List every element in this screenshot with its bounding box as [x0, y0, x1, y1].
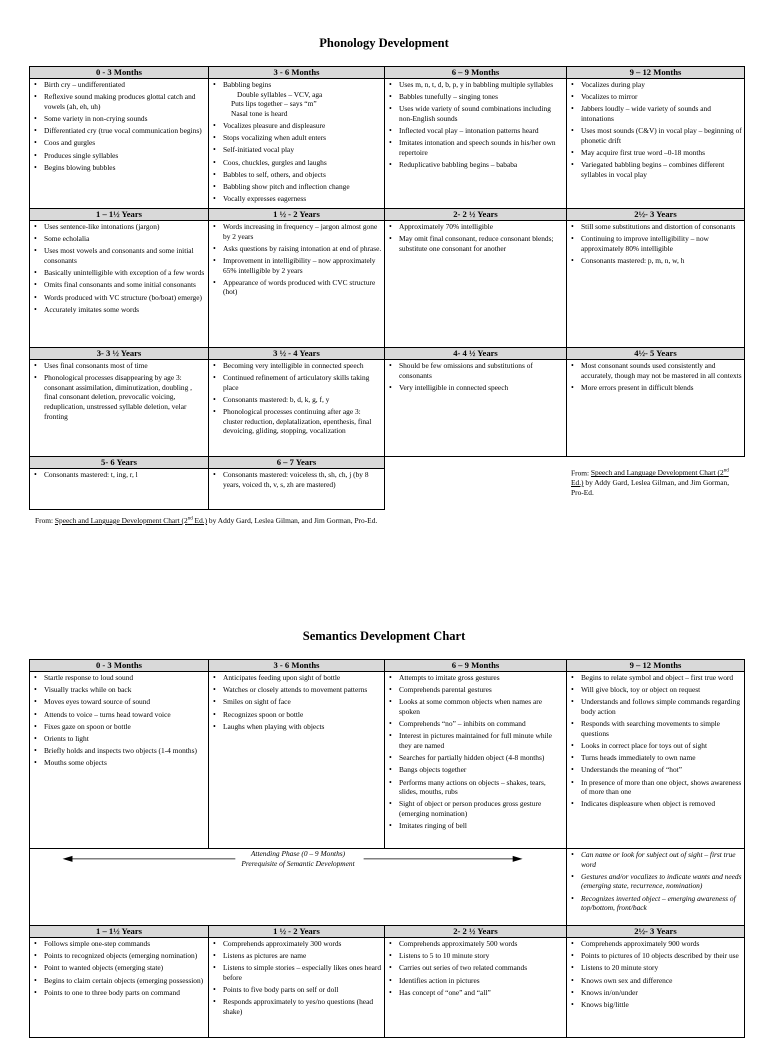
- semantics-phase-row: [30, 849, 745, 926]
- milestone-list: [569, 361, 742, 392]
- list-item: • Reflexive sound making produces glottal catch and vowels (ah, eh, uh): [44, 92, 206, 111]
- source-rest: by Addy Gard, Leslea Gilman, and Jim Gorman, Pro-Ed.: [207, 516, 378, 525]
- list-item-text: Babbling begins: [223, 80, 272, 89]
- list-item: • Looks at some common objects when names are spoken: [399, 697, 564, 716]
- semantics-header-row-2: [30, 926, 745, 938]
- list-item: • Phonological processes disappearing by age 3: consonant assimilation, diminutization, doubling , final consonant deletion, prevocalic voicing, reduplication, unstressed syllable deletion, velar fronting: [44, 373, 206, 421]
- column-header: 3- 3 ½ Years: [30, 348, 209, 360]
- column-header: 3 ½ - 4 Years: [209, 348, 385, 360]
- list-item: • Orients to light: [44, 734, 206, 744]
- list-item: • Points to recognized objects (emerging nomination): [44, 951, 206, 961]
- milestone-list: [211, 939, 382, 1017]
- list-item: • Attends to voice – turns head toward voice: [44, 710, 206, 720]
- column-header: 3 - 6 Months: [209, 67, 385, 79]
- phonology-header-row-2: [30, 209, 745, 221]
- milestone-list: [211, 121, 382, 204]
- list-item: • Carries out series of two related commands: [399, 963, 564, 973]
- list-item: • Uses final consonants most of time: [44, 361, 206, 371]
- milestone-list: [32, 361, 206, 421]
- list-item: • Becoming very intelligible in connected speech: [223, 361, 382, 371]
- list-subitem: Puts lips together – says “m”: [231, 99, 317, 109]
- list-item: • Self-initiated vocal play: [223, 145, 382, 155]
- list-item: • Startle response to loud sound: [44, 673, 206, 683]
- list-item: • Accurately imitates some words: [44, 305, 206, 315]
- list-item: • Babbles to self, others, and objects: [223, 170, 382, 180]
- list-item: • In presence of more than one object, shows awareness of more than one: [581, 778, 742, 797]
- milestone-list: [569, 80, 742, 179]
- list-item: • Sight of object or person produces gross gesture (emerging nomination): [399, 799, 564, 818]
- list-item: • Uses wide variety of sound combinations including non-English sounds: [399, 104, 564, 123]
- milestone-list: [387, 222, 564, 253]
- list-item: • Comprehends approximately 900 words: [581, 939, 742, 949]
- list-item: • Moves eyes toward source of sound: [44, 697, 206, 707]
- milestone-cell: [30, 938, 209, 1038]
- list-item: • Vocalizes pleasure and displeasure: [223, 121, 382, 131]
- milestone-cell: [567, 849, 745, 926]
- list-item: • Begins blowing bubbles: [44, 163, 206, 173]
- list-item: • Phonological processes continuing after age 3: cluster reduction, deplatalization, epenthesis, final devoicing, gliding, stopping, vocalization: [223, 407, 382, 436]
- phonology-title: Phonology Development: [319, 36, 449, 50]
- list-item: • Stops vocalizing when adult enters: [223, 133, 382, 143]
- list-item: • Asks questions by raising intonation at end of phrase.: [223, 244, 382, 254]
- column-header: 6 – 9 Months: [385, 67, 567, 79]
- list-item: • Uses most vowels and consonants and some initial consonants: [44, 246, 206, 265]
- list-item: • Birth cry – undifferentiated: [44, 80, 206, 90]
- milestone-cell: [385, 221, 567, 348]
- list-item: • Watches or closely attends to movement patterns: [223, 685, 382, 695]
- list-item: • Most consonant sounds used consistently and accurately, though may not be mastered in all contexts: [581, 361, 742, 380]
- milestone-list: [569, 673, 742, 809]
- column-header: 3 - 6 Months: [209, 660, 385, 672]
- list-item: • Uses sentence-like intonations (jargon): [44, 222, 206, 232]
- milestone-list: [387, 673, 564, 831]
- list-item: • Recognizes inverted object – emerging awareness of top/bottom, front/back: [581, 894, 742, 913]
- phonology-header-row-4: [30, 457, 745, 469]
- list-item: • Continued refinement of articulatory skills taking place: [223, 373, 382, 392]
- milestone-list: [32, 673, 206, 768]
- milestone-cell: [30, 360, 209, 457]
- list-item: • Vocalizes during play: [581, 80, 742, 90]
- list-item: • Basically unintelligible with exception of a few words: [44, 268, 206, 278]
- source-title-ed: Ed.): [192, 516, 208, 525]
- source-title-text: Speech and Language Development Chart (2: [54, 516, 188, 525]
- list-item: • Begins to claim certain objects (emerging possession): [44, 976, 206, 986]
- column-header: 0 - 3 Months: [30, 660, 209, 672]
- list-item: • Babbling show pitch and inflection change: [223, 182, 382, 192]
- list-item: • Smiles on sight of face: [223, 697, 382, 707]
- list-item: • Interest in pictures maintained for full minute while they are named: [399, 731, 564, 750]
- list-item: • Omits final consonants and some initial consonants: [44, 280, 206, 290]
- list-item: • Bangs objects together: [399, 765, 564, 775]
- list-item: • Listens to simple stories – especially likes ones heard before: [223, 963, 382, 982]
- milestone-cell: [567, 79, 745, 209]
- source-title: [55, 516, 207, 525]
- list-item: • Can name or look for subject out of sight – first true word: [581, 850, 742, 869]
- list-item: • Appearance of words produced with CVC structure (hot): [223, 278, 382, 297]
- column-header: 4½- 5 Years: [567, 348, 745, 360]
- column-header: 1 – 1½ Years: [30, 926, 209, 938]
- milestone-list: [32, 222, 206, 314]
- list-item: • Vocally expresses eagerness: [223, 194, 382, 204]
- milestone-list: [387, 80, 564, 170]
- column-header: 1 – 1½ Years: [30, 209, 209, 221]
- list-item: • Follows simple one-step commands: [44, 939, 206, 949]
- source-title-sup: nd: [723, 469, 729, 474]
- milestone-cell: [30, 79, 209, 209]
- milestone-list: [32, 80, 206, 172]
- source-label: From:: [571, 468, 591, 478]
- list-item: • Listens to 20 minute story: [581, 963, 742, 973]
- list-item: • Inflected vocal play – intonation patterns heard: [399, 126, 564, 136]
- milestone-cell: [567, 221, 745, 348]
- list-item: • Some variety in non-crying sounds: [44, 114, 206, 124]
- column-header: 0 - 3 Months: [30, 67, 209, 79]
- list-item: • Identifies action in pictures: [399, 976, 564, 986]
- milestone-cell: [30, 221, 209, 348]
- list-subitem: Double syllables – VCV, aga: [237, 89, 323, 99]
- list-item: • Words increasing in frequency – jargon almost gone by 2 years: [223, 222, 382, 241]
- list-item: • Will give block, toy or object on request: [581, 685, 742, 695]
- source-title-text: Speech and Language Development Chart (2: [590, 468, 724, 478]
- list-item: • Improvement in intelligibility – now approximately 65% intelligible by 2 years: [223, 256, 382, 275]
- list-item: • Comprehends parental gestures: [399, 685, 564, 695]
- milestone-list: [387, 361, 564, 392]
- list-item: • Fixes gaze on spoon or bottle: [44, 722, 206, 732]
- list-item: • Knows own sex and difference: [581, 976, 742, 986]
- phonology-header-row-1: [30, 67, 745, 79]
- list-item: • May acquire first true word –0-18 months: [581, 148, 742, 158]
- list-item: • Produces single syllables: [44, 151, 206, 161]
- list-item: • Understands the meaning of “hot”: [581, 765, 742, 775]
- milestone-cell: [209, 938, 385, 1038]
- list-item: • Looks in correct place for toys out of sight: [581, 741, 742, 751]
- list-item: • More errors present in difficult blends: [581, 383, 742, 393]
- source-title-sup: nd: [187, 516, 193, 522]
- list-item: • Coos and gurgles: [44, 138, 206, 148]
- list-item: • Responds with searching movements to simple questions: [581, 719, 742, 738]
- list-item: • Briefly holds and inspects two objects (1-4 months): [44, 746, 206, 756]
- list-item: • Jabbers loudly – wide variety of sounds and intonations: [581, 104, 742, 123]
- list-item: • Understands and follows simple commands regarding body action: [581, 697, 742, 716]
- list-item: • Comprehends approximately 300 words: [223, 939, 382, 949]
- list-item: • Indicates displeasure when object is removed: [581, 799, 742, 809]
- list-item: • Points to pictures of 10 objects described by their use: [581, 951, 742, 961]
- empty-cell: [385, 457, 745, 510]
- source-note: [571, 457, 743, 497]
- milestone-list: [211, 470, 382, 489]
- list-item: • Consonants mastered: t, ing, r, l: [44, 470, 206, 480]
- list-item: • Has concept of “one” and “all”: [399, 988, 564, 998]
- attending-phase-label: [32, 849, 564, 868]
- column-header: 2½- 3 Years: [567, 926, 745, 938]
- list-item: • Anticipates feeding upon sight of bottle: [223, 673, 382, 683]
- list-item: • Points to one to three body parts on command: [44, 988, 206, 998]
- list-item: • Reduplicative babbling begins – bababa: [399, 160, 564, 170]
- semantics-header-row-1: [30, 660, 745, 672]
- list-item: • Comprehends “no” – inhibits on command: [399, 719, 564, 729]
- list-item: • Coos, chuckles, gurgles and laughs: [223, 158, 382, 168]
- list-item: • Words produced with VC structure (bo/boat) emerge): [44, 293, 206, 303]
- milestone-cell: [209, 360, 385, 457]
- milestone-list: [387, 939, 564, 997]
- list-item: • Turns heads immediately to own name: [581, 753, 742, 763]
- attending-phase-cell: [30, 849, 567, 926]
- list-item: • Some echolalia: [44, 234, 206, 244]
- milestone-cell: [209, 221, 385, 348]
- column-header: 1 ½ - 2 Years: [209, 209, 385, 221]
- milestone-cell: [209, 469, 385, 510]
- column-header: 9 – 12 Months: [567, 660, 745, 672]
- list-item: • Uses m, n, t, d, b, p, y in babbling multiple syllables: [399, 80, 564, 90]
- list-item: • Imitates intonation and speech sounds in his/her own repertoire: [399, 138, 564, 157]
- list-item: • Comprehends approximately 500 words: [399, 939, 564, 949]
- list-item: • Variegated babbling begins – combines different syllables in vocal play: [581, 160, 742, 179]
- milestone-cell: [385, 938, 567, 1038]
- list-item: • Imitates ringing of bell: [399, 821, 564, 831]
- milestone-cell: [567, 938, 745, 1038]
- milestone-list: [569, 939, 742, 1010]
- list-item: • Attempts to imitate gross gestures: [399, 673, 564, 683]
- semantics-table: [29, 659, 745, 1038]
- list-item: • Knows in/on/under: [581, 988, 742, 998]
- milestone-cell: [385, 672, 567, 849]
- list-item: • Continuing to improve intelligibility – now approximately 80% intelligible: [581, 234, 742, 253]
- milestone-cell: [30, 469, 209, 510]
- list-item: • Responds approximately to yes/no questions (head shake): [223, 997, 382, 1016]
- list-item: • Approximately 70% intelligible: [399, 222, 564, 232]
- list-item: • Consonants mastered: b, d, k, g, f, y: [223, 395, 382, 405]
- phonology-header-row-3: [30, 348, 745, 360]
- column-header: 6 – 9 Months: [385, 660, 567, 672]
- list-item: • Differentiated cry (true vocal communication begins): [44, 126, 206, 136]
- milestone-list: [32, 470, 206, 480]
- semantics-content-row-1: [30, 672, 745, 849]
- source-title-ed: Ed.): [571, 478, 584, 488]
- phonology-content-row-2: [30, 221, 745, 348]
- list-item: • Consonants mastered: p, m, n, w, h: [581, 256, 742, 266]
- column-header: 5- 6 Years: [30, 457, 209, 469]
- list-item: • Uses most sounds (C&V) in vocal play – beginning of phonetic drift: [581, 126, 742, 145]
- phonology-footer-source: [35, 516, 377, 525]
- list-item: • Consonants mastered: voiceless th, sh, ch, j (by 8 years, voiced th, v, s, zh are mastered): [223, 470, 382, 489]
- list-item: • Gestures and/or vocalizes to indicate wants and needs (emerging state, recurrence, nomination): [581, 872, 742, 891]
- milestone-cell: [209, 672, 385, 849]
- semantics-content-row-2: [30, 938, 745, 1038]
- list-item: • Still some substitutions and distortion of consonants: [581, 222, 742, 232]
- phase-line-1: Attending Phase (0 – 9 Months): [250, 849, 346, 858]
- milestone-cell: [385, 79, 567, 209]
- list-item: • Searches for partially hidden object (4-8 months): [399, 753, 564, 763]
- milestone-cell: [209, 79, 385, 209]
- list-item: • Vocalizes to mirror: [581, 92, 742, 102]
- column-header: 2- 2 ½ Years: [385, 209, 567, 221]
- phonology-content-row-1: [30, 79, 745, 209]
- milestone-list: [211, 80, 382, 118]
- list-item: • Visually tracks while on back: [44, 685, 206, 695]
- list-item: • Recognizes spoon or bottle: [223, 710, 382, 720]
- list-item: • Very intelligible in connected speech: [399, 383, 564, 393]
- list-item: • Knows big/little: [581, 1000, 742, 1010]
- column-header: 2½- 3 Years: [567, 209, 745, 221]
- list-item: • Point to wanted objects (emerging state): [44, 963, 206, 973]
- column-header: 6 – 7 Years: [209, 457, 385, 469]
- column-header: 9 – 12 Months: [567, 67, 745, 79]
- milestone-list: [569, 222, 742, 266]
- list-item: [223, 80, 382, 118]
- milestone-list: [211, 673, 382, 731]
- column-header: 1 ½ - 2 Years: [209, 926, 385, 938]
- list-item: • Babbles tunefully – singing tones: [399, 92, 564, 102]
- column-header: 4- 4 ½ Years: [385, 348, 567, 360]
- list-item: • Points to five body parts on self or doll: [223, 985, 382, 995]
- milestone-list: [569, 850, 742, 913]
- phase-line-2: Prerequisite of Semantic Development: [241, 858, 355, 868]
- milestone-cell: [567, 360, 745, 457]
- milestone-cell: [567, 672, 745, 849]
- list-subitem: Nasal tone is heard: [231, 108, 288, 118]
- milestone-list: [32, 939, 206, 997]
- milestone-list: [211, 361, 382, 436]
- milestone-cell: [30, 672, 209, 849]
- list-item: • Listens to 5 to 10 minute story: [399, 951, 564, 961]
- list-item: • Mouths some objects: [44, 758, 206, 768]
- list-item: • Laughs when playing with objects: [223, 722, 382, 732]
- list-item: • Begins to relate symbol and object – first true word: [581, 673, 742, 683]
- semantics-title: Semantics Development Chart: [302, 629, 466, 643]
- source-rest: by Addy Gard, Leslea Gilman, and Jim Gorman, Pro-Ed.: [571, 478, 730, 497]
- milestone-list: [211, 222, 382, 297]
- list-item: • May omit final consonant, reduce consonant blends; substitute one consonant for another: [399, 234, 564, 253]
- phonology-content-row-3: [30, 360, 745, 457]
- list-item: • Performs many actions on objects – shakes, tears, slides, mouths, rubs: [399, 778, 564, 797]
- list-item: • Should be few omissions and substitutions of consonants: [399, 361, 564, 380]
- list-item: • Listens as pictures are name: [223, 951, 382, 961]
- source-label: From:: [35, 516, 55, 525]
- milestone-cell: [385, 360, 567, 457]
- phonology-table: [29, 66, 745, 510]
- column-header: 2- 2 ½ Years: [385, 926, 567, 938]
